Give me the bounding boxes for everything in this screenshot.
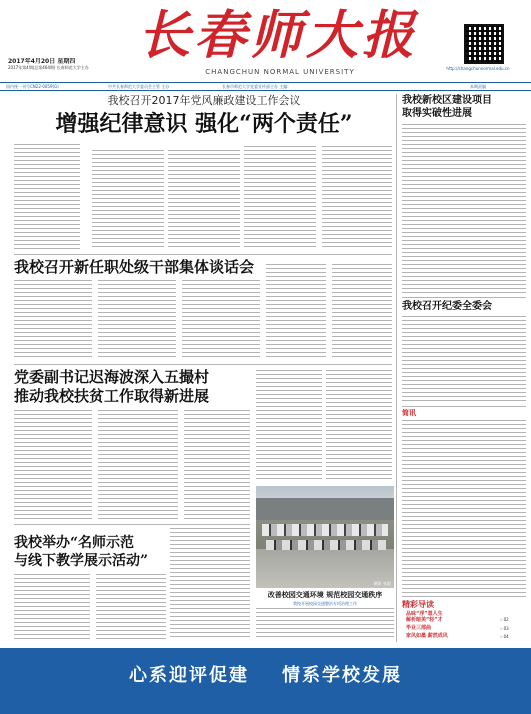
newspaper-title-en: CHANGCHUN NORMAL UNIVERSITY <box>205 68 355 76</box>
story3-headline: 党委副书记迟海波深入五撮村 推动我校扶贫工作取得新进展 <box>14 368 210 405</box>
story3-body-col <box>14 410 92 520</box>
column-divider <box>396 94 397 642</box>
lead-headline: 增强纪律意识 强化“两个责任” <box>55 111 353 137</box>
lead-body-col <box>244 146 316 250</box>
story4-body-col <box>170 528 250 640</box>
story3-body-col <box>326 370 392 480</box>
right-story1-body <box>402 124 526 294</box>
info-item: 长春市师范大学党委宣传部主办 主编: <box>222 84 289 89</box>
toc-box <box>402 600 526 642</box>
section-rule <box>402 297 526 298</box>
qr-caption: http://changchunnormal.edu.cn <box>446 66 510 71</box>
toc-item-text: 毕业三部曲 <box>406 625 432 631</box>
lead-body-col <box>168 150 240 250</box>
photo-caption: 改善校园交通环境 规范校园交通秩序 <box>267 591 383 599</box>
toc-item-page: ☞04 <box>500 634 509 639</box>
info-item: 国内统一刊号CN22-0059(G) <box>6 84 59 89</box>
toc-item-page: ☞03 <box>500 626 509 631</box>
lead-body-col <box>92 150 164 250</box>
story2-body-col <box>182 280 260 360</box>
footer-banner <box>0 648 531 714</box>
story4-body-col <box>96 574 166 640</box>
toc-item-page: ☞02 <box>500 617 509 622</box>
newspaper-title: 长春师大报 <box>137 5 418 66</box>
issue-date: 2017年4月20日 星期四 <box>8 58 76 65</box>
right-story2-headline: 我校召开纪委全委会 <box>402 301 492 312</box>
toc-label: 精彩导读 <box>402 600 434 609</box>
toc-item[interactable] <box>406 625 526 632</box>
story2-body-col <box>332 264 392 360</box>
lead-body-col <box>14 144 80 250</box>
photo-caption-body <box>256 608 394 640</box>
story2-body-col <box>14 280 92 360</box>
story3-body-col <box>184 410 250 520</box>
section-rule <box>14 364 392 365</box>
date-block <box>8 58 128 70</box>
photo-credit: 摄影 张琨 <box>373 581 391 586</box>
story2-body-col <box>266 264 326 360</box>
story3-body-col <box>98 410 178 520</box>
story2-headline: 我校召开新任职处级干部集体谈话会 <box>14 258 255 276</box>
lead-body-col <box>322 146 392 250</box>
right-story2-body <box>402 316 526 404</box>
section-rule <box>14 254 392 255</box>
story2-body-col <box>98 280 176 360</box>
footer-slogan: 心系迎评促建 情系学校发展 <box>128 665 403 686</box>
toc-item-text: 品味“浮”意人生 解析暗美“轻”才 <box>406 611 443 623</box>
photo-building <box>256 498 394 520</box>
masthead <box>0 0 531 82</box>
brief-body <box>402 420 526 598</box>
story3-body-col <box>256 370 322 480</box>
issue-number: 2017年第4期(总第464期) 长春师范大学主办 <box>8 65 89 70</box>
photo-caption-sub: 我校开展校园交通整治专项治理工作 <box>293 601 357 606</box>
brief-label: 简讯 <box>402 409 416 417</box>
qr-code <box>464 24 504 64</box>
info-item: 本期责编 <box>470 84 486 89</box>
photo-cars <box>262 524 388 536</box>
story4-body-col <box>14 574 90 640</box>
toc-item-text: 家风如墨 薪然成风 <box>406 633 448 639</box>
right-story1-headline: 我校新校区建设项目 取得实破性进展 <box>402 95 492 119</box>
section-rule <box>402 406 526 407</box>
campus-photo <box>256 486 394 588</box>
info-item: 中共长春师范大学委员会主管 主办 <box>108 84 170 89</box>
photo-cars <box>266 540 386 550</box>
info-bar <box>0 82 531 91</box>
toc-item[interactable] <box>406 633 526 641</box>
section-rule <box>14 524 250 525</box>
story4-headline: 我校举办“名师示范 与线下教学展示活动” <box>14 535 149 569</box>
lead-kicker: 我校召开2017年党风廉政建设工作会议 <box>107 94 301 107</box>
toc-item[interactable] <box>406 611 526 625</box>
